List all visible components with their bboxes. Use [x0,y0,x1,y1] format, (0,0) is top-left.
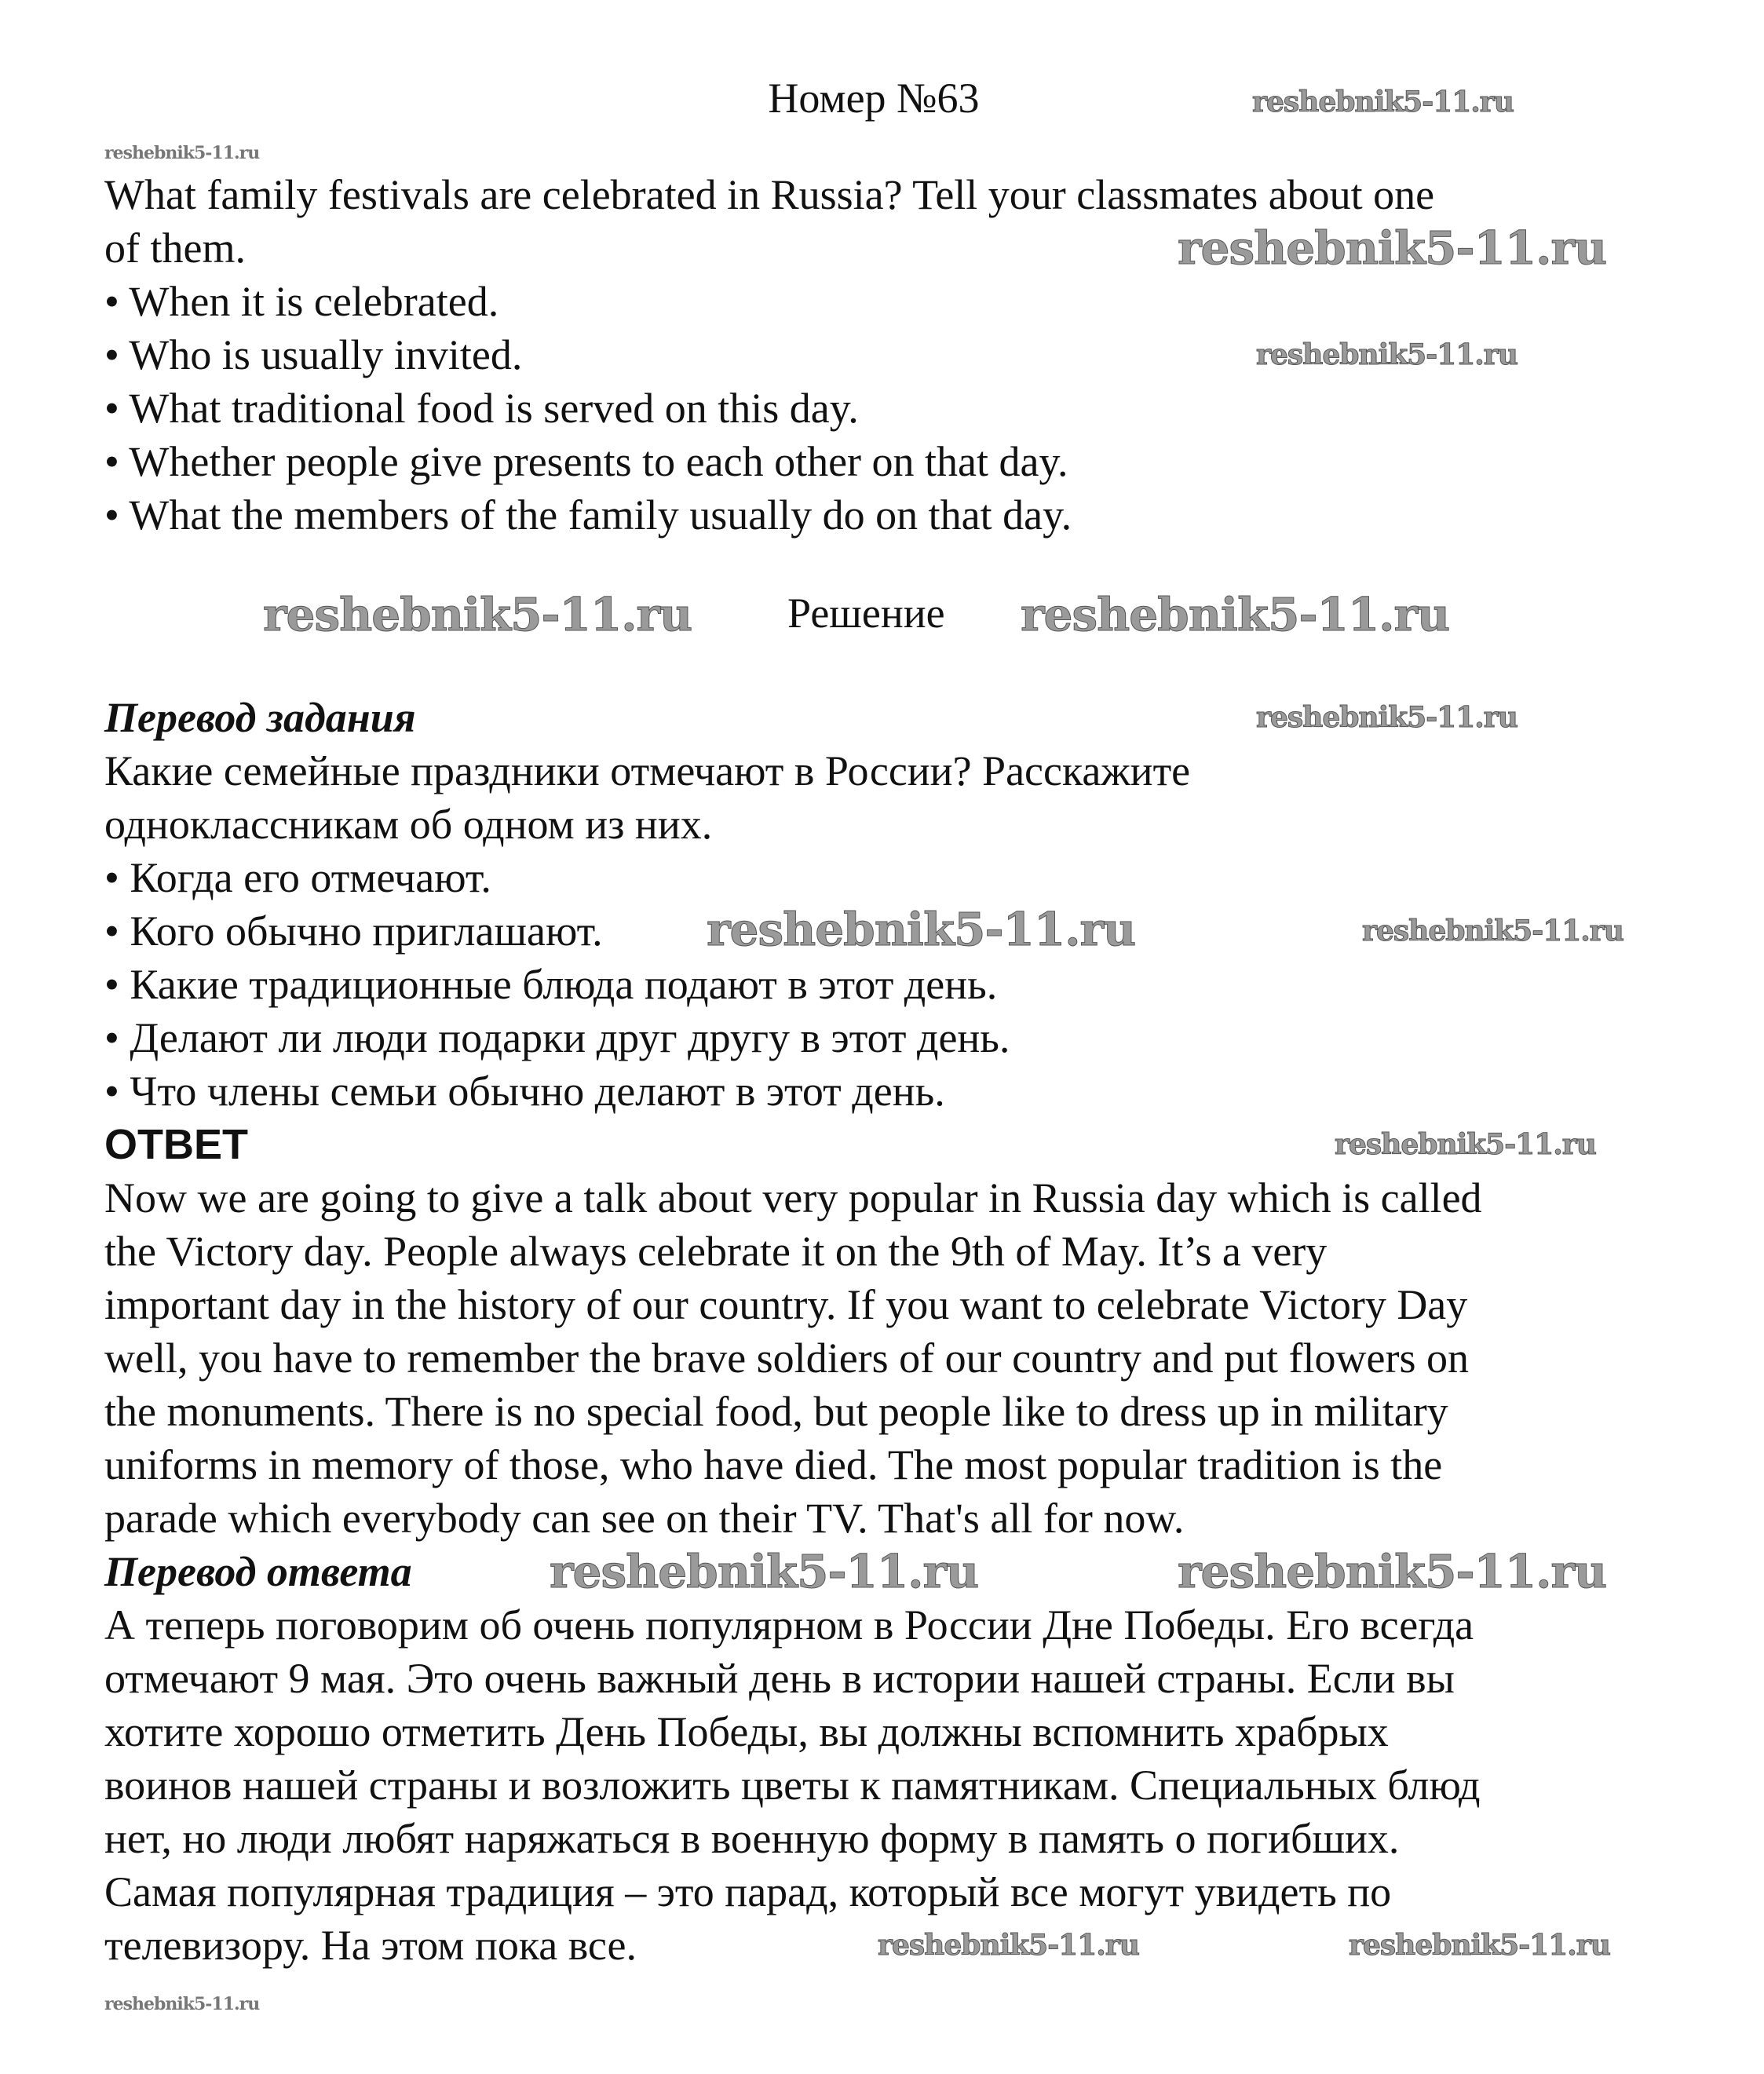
text-line: одноклассникам об одном из них. [104,801,713,848]
text-line: What family festivals are celebrated in Russia? Tell your classmates about one [104,171,1435,218]
watermark-text: reshebnik5-11.ru [1256,338,1517,371]
watermark-text: reshebnik5-11.ru [1178,221,1607,275]
solution-label: Решение [787,590,945,637]
text-line: • What the members of the family usually do on that day. [104,491,1072,539]
answer-heading: ОТВЕТ [104,1121,248,1168]
text-line: • Когда его отмечают. [104,854,491,901]
text-line: uniforms in memory of those, who have died. The most popular tradition is the [104,1441,1443,1488]
text-line: Какие семейные праздники отмечают в России? Расскажите [104,747,1191,794]
text-line: отмечают 9 мая. Это очень важный день в истории нашей страны. Если вы [104,1655,1455,1702]
watermark-text: reshebnik5-11.ru [1349,1929,1610,1962]
text-line: well, you have to remember the brave soldiers of our country and put flowers on [104,1335,1469,1382]
watermark-text: reshebnik5-11.ru [707,903,1136,956]
text-line: нет, но люди любят наряжаться в военную форму в память о погибших. [104,1815,1400,1862]
text-line: воинов нашей страны и возложить цветы к памятникам. Специальных блюд [104,1762,1481,1809]
text-line: • Кого обычно приглашают. [104,907,603,955]
text-line: the monuments. There is no special food, but people like to dress up in military [104,1388,1448,1435]
text-line: parade which everybody can see on their TV. That's all for now. [104,1495,1185,1542]
watermark-text: reshebnik5-11.ru [1252,86,1514,119]
watermark-text: reshebnik5-11.ru [550,1545,979,1598]
text-line: • When it is celebrated. [104,278,499,325]
text-line: • Делают ли люди подарки друг другу в этот день. [104,1014,1010,1061]
text-line: хотите хорошо отметить День Победы, вы должны вспомнить храбрых [104,1708,1389,1755]
text-line: Now we are going to give a talk about very popular in Russia day which is called [104,1174,1482,1221]
watermark-text: reshebnik5-11.ru [1178,1545,1607,1598]
watermark-text: reshebnik5-11.ru [1335,1128,1596,1161]
text-line: Самая популярная традиция – это парад, который все могут увидеть по [104,1868,1392,1915]
watermark-text: reshebnik5-11.ru [1021,588,1450,641]
text-line: телевизору. На этом пока все. [104,1922,637,1969]
text-line: • Whether people give presents to each other on that day. [104,438,1068,485]
watermark-text: reshebnik5-11.ru [1256,701,1517,734]
watermark-text: reshebnik5-11.ru [263,588,692,641]
text-line: of them. [104,225,246,272]
watermark-text: reshebnik5-11.ru [1362,915,1623,948]
answer-translation-heading: Перевод ответа [104,1548,412,1595]
text-line: important day in the history of our country. If you want to celebrate Victory Day [104,1281,1468,1328]
text-line: • What traditional food is served on this day. [104,385,859,432]
translation-heading: Перевод задания [104,694,416,741]
text-line: А теперь поговорим об очень популярном в России Дне Победы. Его всегда [104,1601,1474,1649]
watermark-text: reshebnik5-11.ru [104,1994,260,2014]
text-line: • Что члены семьи обычно делают в этот день. [104,1068,945,1115]
text-line: the Victory day. People always celebrate it on the 9th of May. It’s a very [104,1228,1328,1275]
page-title: Номер №63 [768,75,980,122]
text-line: • Who is usually invited. [104,331,523,378]
watermark-text: reshebnik5-11.ru [104,143,260,163]
text-line: • Какие традиционные блюда подают в этот день. [104,961,998,1008]
watermark-text: reshebnik5-11.ru [878,1929,1139,1962]
